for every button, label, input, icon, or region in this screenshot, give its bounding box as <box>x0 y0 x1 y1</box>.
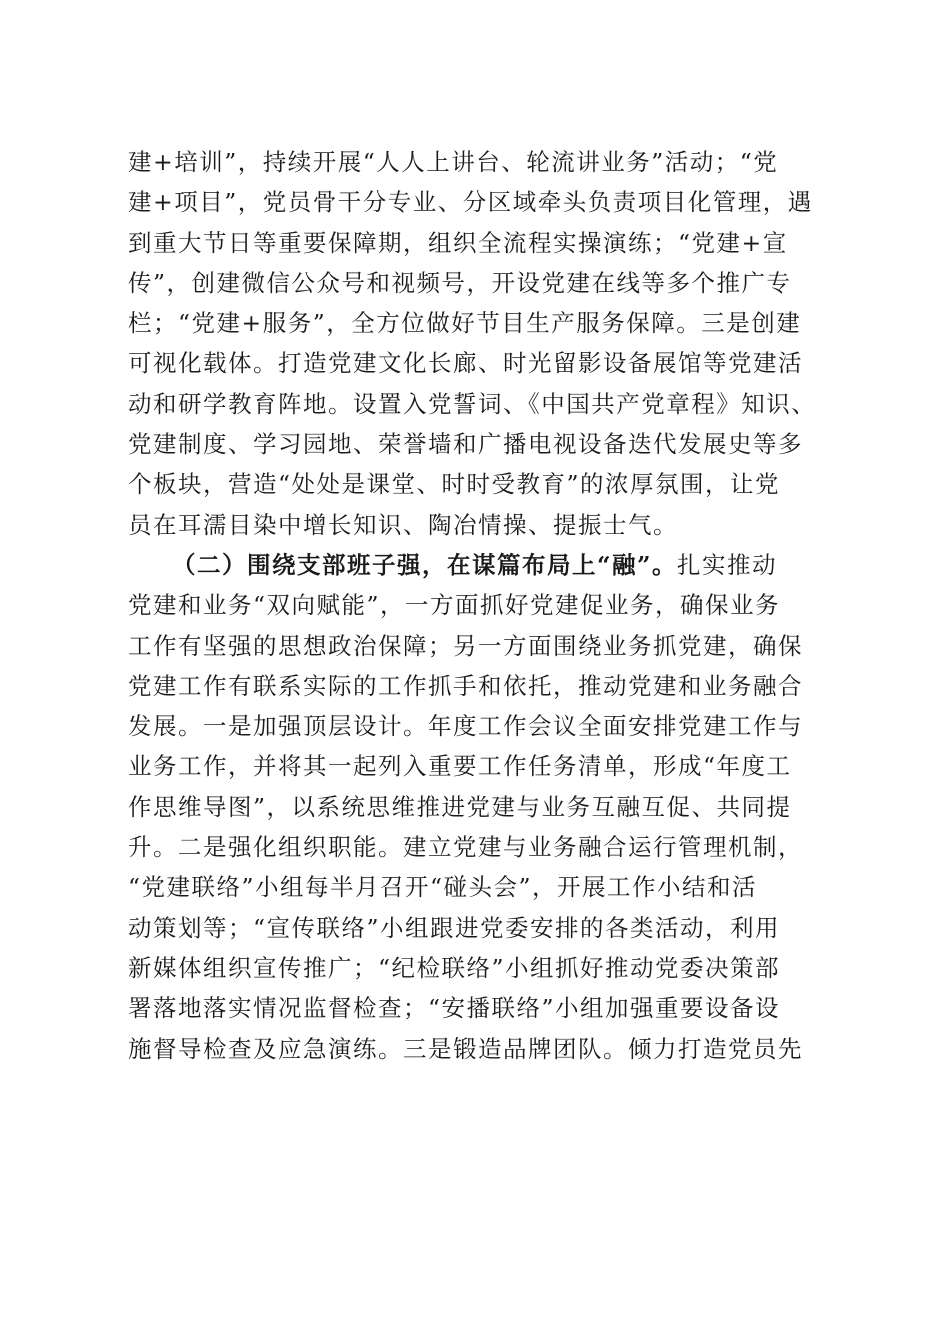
text-line: 新媒体组织宣传推广；“纪检联络”小组抓好推动党委决策部 <box>128 953 781 982</box>
text-line: “党建联络”小组每半月召开“碰头会”，开展工作小结和活 <box>128 873 758 902</box>
text-line: 建+项目”，党员骨干分专业、分区域牵头负责项目化管理，遇 <box>128 188 813 217</box>
text-line: 业务工作，并将其一起列入重要工作任务清单，形成“年度工 <box>128 752 792 781</box>
text-line: 动和研学教育阵地。设置入党誓词、《中国共产党章程》知识、 <box>128 389 817 418</box>
section-heading: （二）围绕支部班子强，在谋篇布局上“融”。 <box>172 550 678 579</box>
text-line: 施督导检查及应急演练。三是锻造品牌团队。倾力打造党员先 <box>128 1034 803 1063</box>
paragraph-1 <box>128 142 828 545</box>
text-line: 栏；“党建+服务”，全方位做好节目生产服务保障。三是创建 <box>128 309 802 338</box>
heading-line-rest: 扎实推动 <box>677 550 778 579</box>
text-line: 员在耳濡目染中增长知识、陶冶情操、提振士气。 <box>128 510 678 539</box>
text-line: 到重大节日等重要保障期，组织全流程实操演练；“党建+宣 <box>128 228 788 257</box>
text-line: 升。二是强化组织职能。建立党建与业务融合运行管理机制， <box>128 833 803 862</box>
text-line: 党建工作有联系实际的工作抓手和依托，推动党建和业务融合 <box>128 671 803 700</box>
text-line: 动策划等；“宣传联络”小组跟进党委安排的各类活动，利用 <box>128 913 781 942</box>
text-line: 署落地落实情况监督检查；“安播联络”小组加强重要设备设 <box>128 994 781 1023</box>
text-line: 工作有坚强的思想政治保障；另一方面围绕业务抓党建，确保 <box>128 631 803 660</box>
text-line: 可视化载体。打造党建文化长廊、时光留影设备展馆等党建活 <box>128 349 803 378</box>
text-line: 党建制度、学习园地、荣誉墙和广播电视设备迭代发展史等多 <box>128 430 803 459</box>
text-line: 个板块，营造“处处是课堂、时时受教育”的浓厚氛围，让党 <box>128 470 781 499</box>
text-line: 作思维导图”，以系统思维推进党建与业务互融互促、共同提 <box>128 792 792 821</box>
document-body <box>128 142 828 1069</box>
text-line: 传”，创建微信公众号和视频号，开设党建在线等多个推广专 <box>128 268 792 297</box>
text-line: 党建和业务“双向赋能”，一方面抓好党建促业务，确保业务 <box>128 591 781 620</box>
text-line: 发展。一是加强顶层设计。年度工作会议全面安排党建工作与 <box>128 712 803 741</box>
paragraph-2 <box>128 545 828 1069</box>
paragraph-heading-line <box>128 545 828 585</box>
text-line: 建+培训”，持续开展“人人上讲台、轮流讲业务”活动；“党 <box>128 148 779 176</box>
